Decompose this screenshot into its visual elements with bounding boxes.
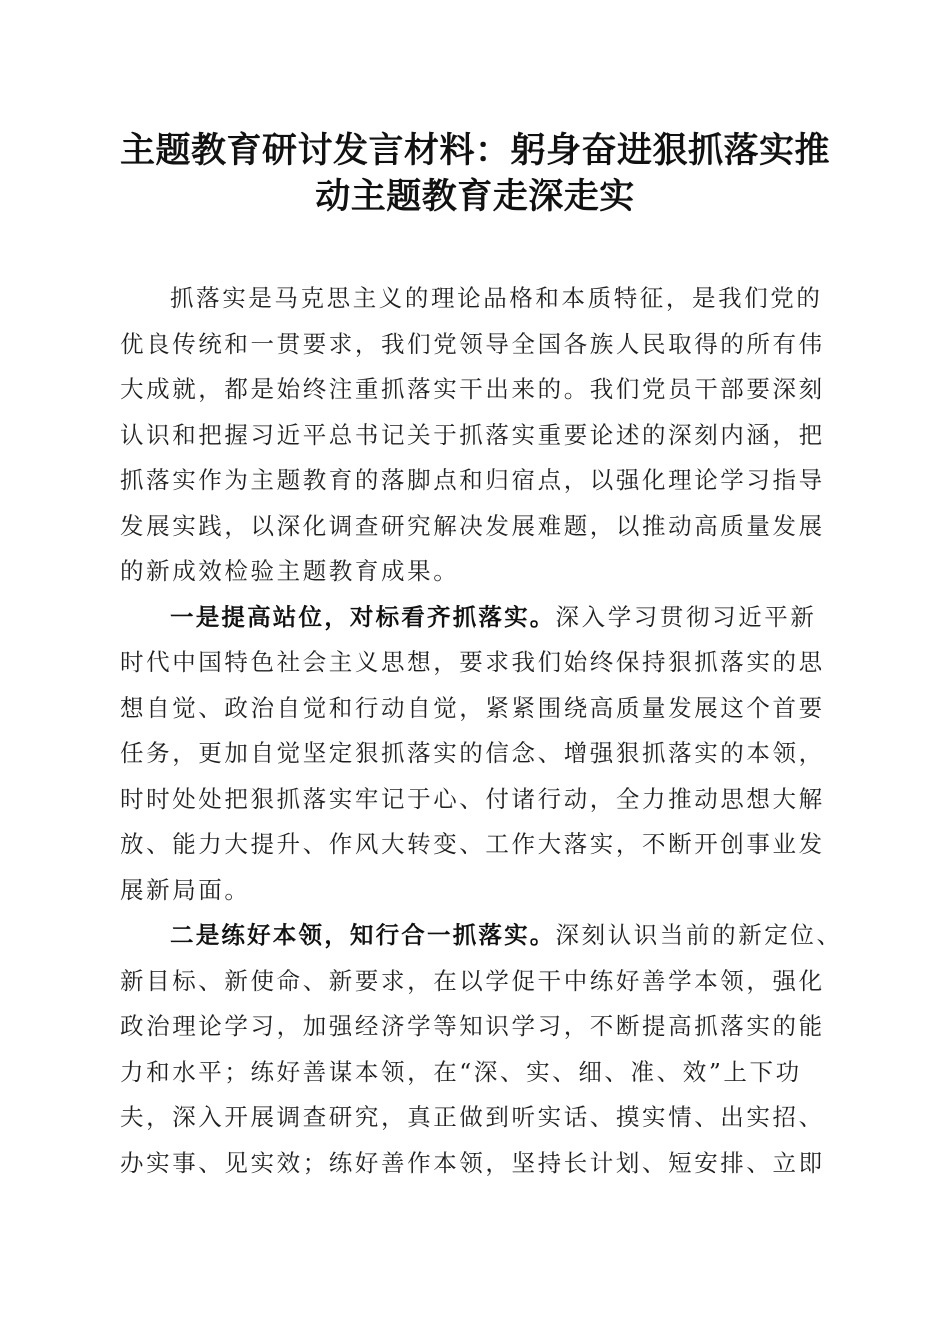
document-title [100, 128, 850, 220]
paragraph-line: 办实事、见实效；练好善作本领，坚持长计划、短安排、立即 [120, 1148, 825, 1177]
document-body [120, 276, 843, 1186]
paragraph-line: 新目标、新使命、新要求，在以学促干中练好善学本领，强化 [120, 966, 825, 995]
paragraph-line: 力和水平；练好善谋本领，在“深、实、细、准、效”上下功 [120, 1057, 802, 1086]
paragraph-line: 大成就，都是始终注重抓落实干出来的。我们党员干部要深刻 [120, 375, 825, 403]
paragraph-line: 抓落实是马克思主义的理论品格和本质特征，是我们党的 [170, 284, 823, 312]
paragraph-line: 时代中国特色社会主义思想，要求我们始终保持狠抓落实的思 [120, 648, 825, 676]
paragraph-first-line-text: 深刻认识当前的新定位、 [555, 921, 843, 949]
paragraph-lead-heading: 一是提高站位，对标看齐抓落实。 [170, 602, 556, 631]
paragraph-line: 夫，深入开展调查研究，真正做到听实话、摸实情、出实招、 [120, 1103, 825, 1131]
paragraph-line: 放、能力大提升、作风大转变、工作大落实，不断开创事业发 [120, 830, 825, 858]
paragraph-line: 抓落实作为主题教育的落脚点和归宿点，以强化理论学习指导 [120, 466, 825, 494]
paragraph-line: 优良传统和一贯要求，我们党领导全国各族人民取得的所有伟 [120, 329, 825, 358]
paragraph-line: 时时处处把狠抓落实牢记于心、付诸行动，全力推动思想大解 [120, 784, 825, 813]
paragraph-intro [120, 276, 832, 595]
paragraph-line: 认识和把握习近平总书记关于抓落实重要论述的深刻内涵，把 [120, 420, 825, 449]
title-line-2: 动主题教育走深走实 [315, 177, 635, 217]
paragraph-line: 发展实践，以深化调查研究解决发展难题，以推动高质量发展 [120, 511, 825, 540]
paragraph-line: 政治理论学习，加强经济学等知识学习，不断提高抓落实的能 [120, 1012, 825, 1040]
paragraph-line: 任务，更加自觉坚定狠抓落实的信念、增强狠抓落实的本领， [120, 739, 825, 767]
paragraph-line: 展新局面。 [120, 875, 251, 904]
paragraph-point-two [120, 913, 843, 1186]
paragraph-lead-heading: 二是练好本领，知行合一抓落实。 [170, 921, 556, 949]
paragraph-first-line [120, 595, 832, 641]
paragraph-line: 的新成效检验主题教育成果。 [120, 557, 460, 585]
paragraph-first-line-text: 深入学习贯彻习近平新 [555, 602, 817, 631]
paragraph-point-one [120, 595, 832, 914]
paragraph-first-line [120, 913, 843, 959]
title-line-1: 主题教育研讨发言材料：躬身奋进狠抓落实推 [119, 131, 830, 171]
paragraph-line: 想自觉、政治自觉和行动自觉，紧紧围绕高质量发展这个首要 [120, 693, 825, 722]
